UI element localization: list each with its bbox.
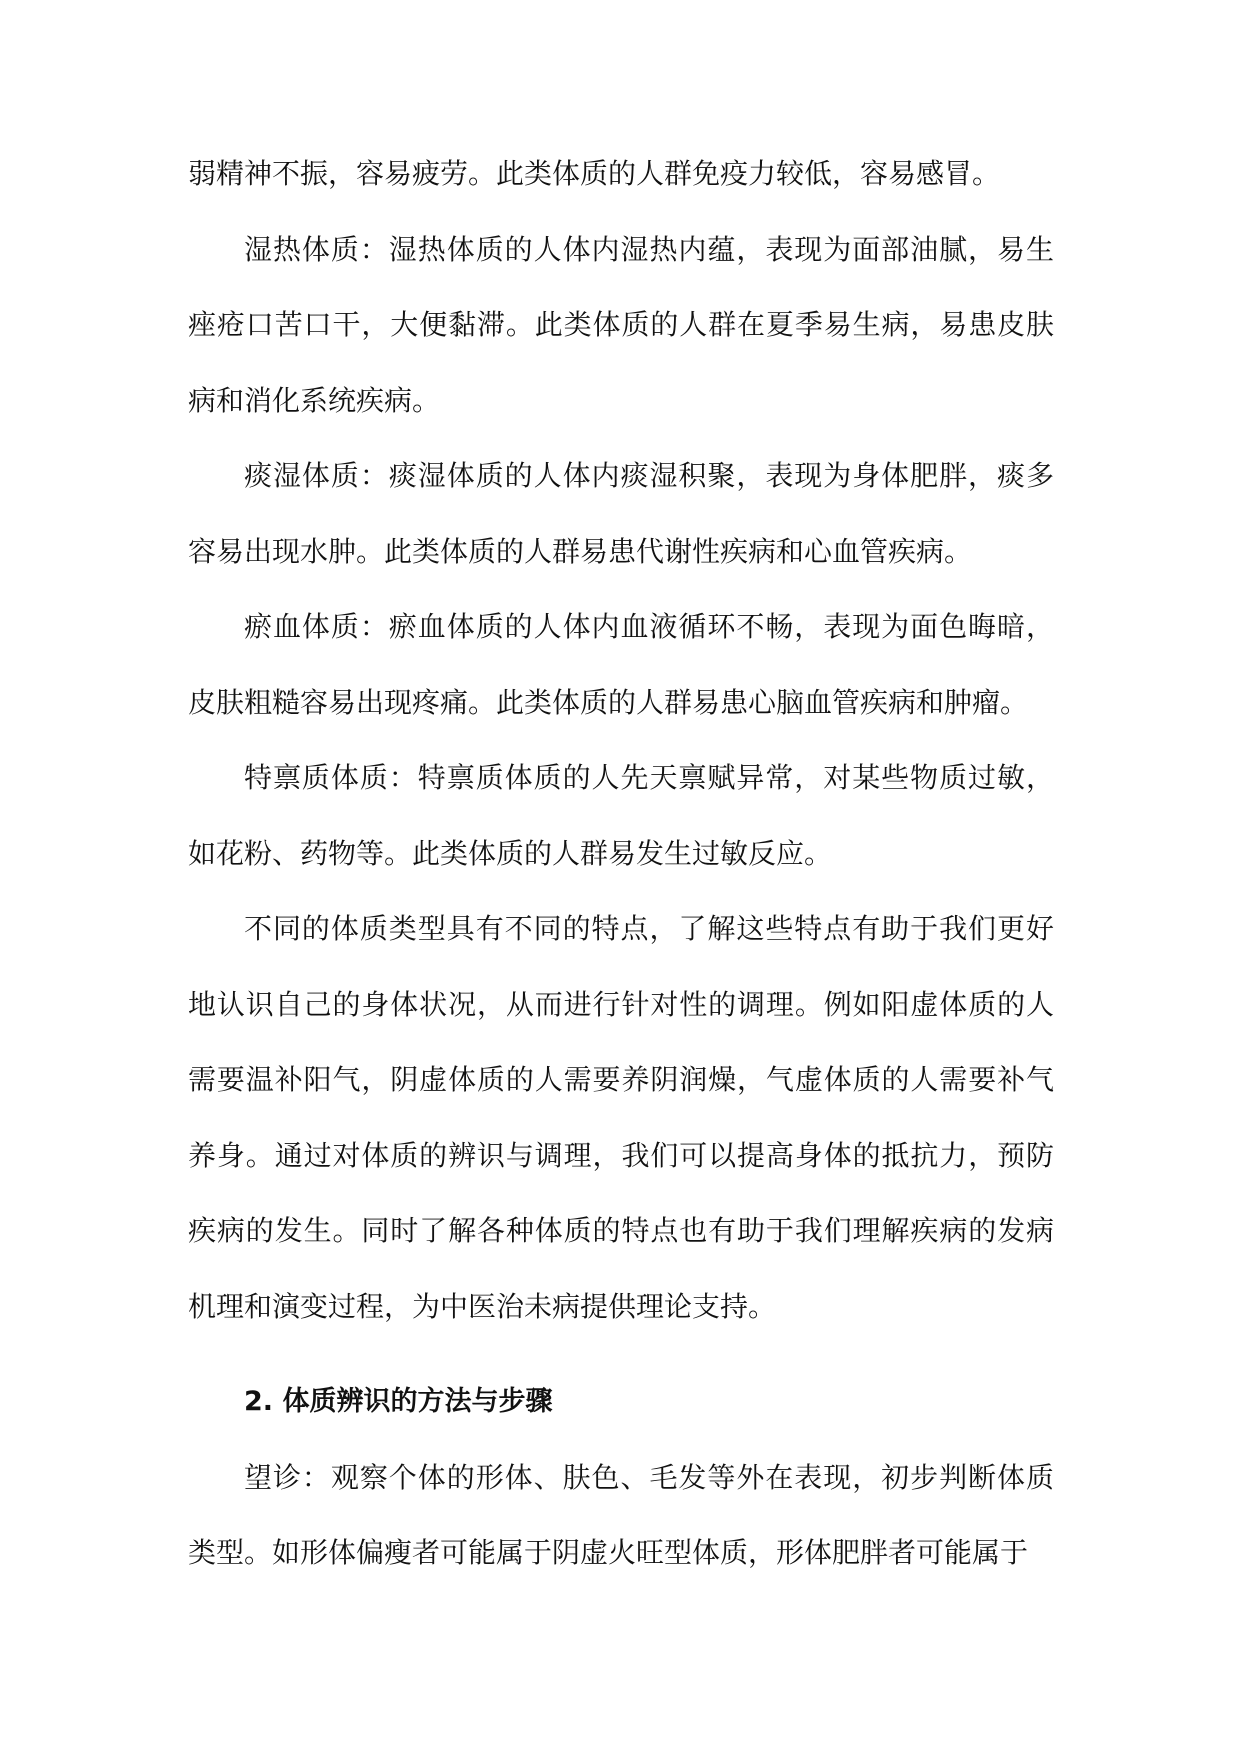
- paragraph-damp-heat: 湿热体质：湿热体质的人体内湿热内蕴，表现为面部油腻，易生痤疮口苦口干，大便黏滞。此类体质的人群在夏季易生病，易患皮肤病和消化系统疾病。: [188, 232, 1054, 417]
- paragraph-summary: 不同的体质类型具有不同的特点，了解这些特点有助于我们更好地认识自己的身体状况，从而进行针对性的调理。例如阳虚体质的人需要温补阳气，阴虚体质的人需要养阴润燥，气虚体质的人需要补气养身。通过对体质的辨识与调理，我们可以提高身体的抵抗力，预防疾病的发生。同时了解各种体质的特点也有助于我们理解疾病的发病机理和演变过程，为中医治未病提供理论支持。: [188, 912, 1054, 1323]
- paragraph-phlegm-damp: 痰湿体质：痰湿体质的人体内痰湿积聚，表现为身体肥胖，痰多容易出现水肿。此类体质的人群易患代谢性疾病和心血管疾病。: [188, 459, 1054, 568]
- paragraph-special-constitution: 特禀质体质：特禀质体质的人先天禀赋异常，对某些物质过敏，如花粉、药物等。此类体质的人群易发生过敏反应。: [188, 761, 1054, 870]
- paragraph-inspection: 望诊：观察个体的形体、肤色、毛发等外在表现，初步判断体质类型。如形体偏瘦者可能属于阴虚火旺型体质，形体肥胖者可能属于: [188, 1460, 1054, 1569]
- section-heading: 2. 体质辨识的方法与步骤: [244, 1386, 553, 1417]
- document-body: [188, 136, 1054, 1591]
- paragraph-continuation: 弱精神不振，容易疲劳。此类体质的人群免疫力较低，容易感冒。: [188, 157, 1001, 190]
- paragraph-blood-stasis: 瘀血体质：瘀血体质的人体内血液循环不畅，表现为面色晦暗，皮肤粗糙容易出现疼痛。此类体质的人群易患心脑血管疾病和肿瘤。: [188, 610, 1054, 719]
